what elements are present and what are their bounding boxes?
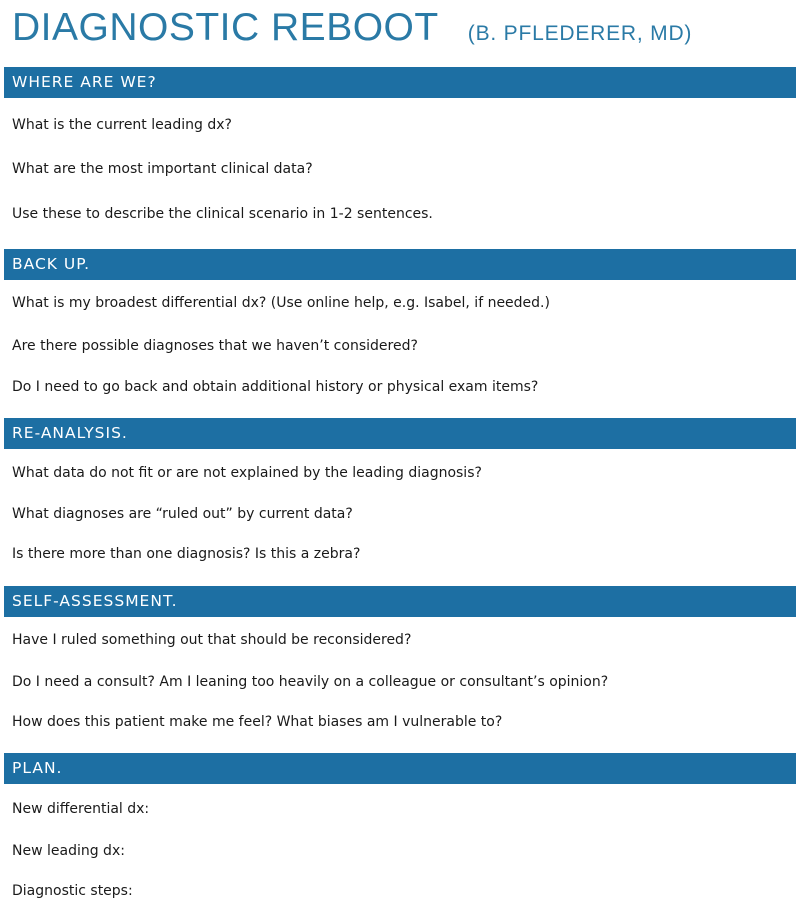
question-item: Use these to describe the clinical scenario in 1-2 sentences. [12, 206, 433, 222]
question-item: Have I ruled something out that should be reconsidered? [12, 632, 412, 648]
section-back-up [0, 249, 800, 280]
question-item: Do I need a consult? Am I leaning too heavily on a colleague or consultant’s opinion? [12, 674, 609, 690]
plan-item: Diagnostic steps: [12, 883, 133, 899]
document-header [12, 6, 692, 58]
section-heading: WHERE ARE WE? [4, 67, 796, 98]
plan-item: New differential dx: [12, 801, 150, 817]
section-heading: RE-ANALYSIS. [4, 418, 796, 449]
section-heading: BACK UP. [4, 249, 796, 280]
section-self-assessment [0, 586, 800, 617]
question-item: What diagnoses are “ruled out” by current data? [12, 506, 353, 522]
question-item: What is the current leading dx? [12, 117, 232, 133]
section-plan [0, 753, 800, 784]
question-item: What data do not fit or are not explained by the leading diagnosis? [12, 465, 482, 481]
question-item: Is there more than one diagnosis? Is this a zebra? [12, 546, 361, 562]
section-heading: PLAN. [4, 753, 796, 784]
plan-item: New leading dx: [12, 843, 125, 859]
question-item: Are there possible diagnoses that we haven’t considered? [12, 338, 418, 354]
question-item: What are the most important clinical data? [12, 161, 313, 177]
document-title: DIAGNOSTIC REBOOT [12, 6, 439, 49]
document-author: (B. PFLEDERER, MD) [467, 22, 693, 45]
section-where-are-we [0, 67, 800, 98]
question-item: Do I need to go back and obtain additional history or physical exam items? [12, 379, 539, 395]
section-re-analysis [0, 418, 800, 449]
question-item: What is my broadest differential dx? (Use online help, e.g. Isabel, if needed.) [12, 295, 550, 311]
question-item: How does this patient make me feel? What biases am I vulnerable to? [12, 714, 503, 730]
section-heading: SELF-ASSESSMENT. [4, 586, 796, 617]
